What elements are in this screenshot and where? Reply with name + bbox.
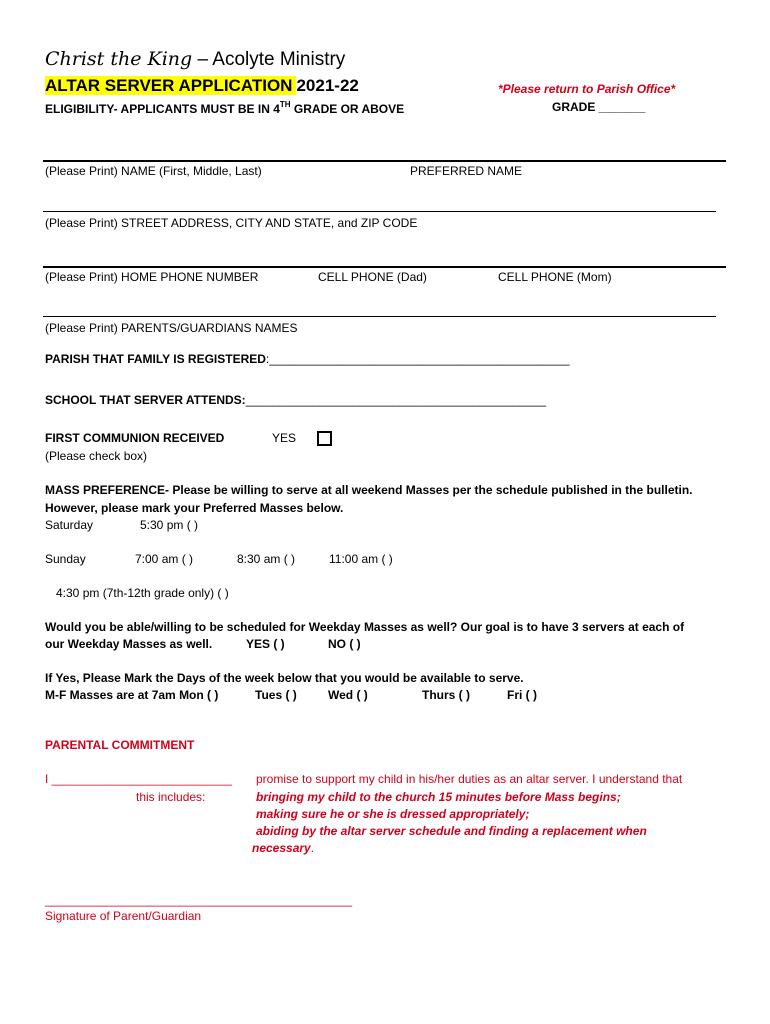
weekday-yes-option[interactable]: YES ( )	[246, 637, 285, 651]
communion-label: FIRST COMMUNION RECEIVED	[45, 431, 225, 445]
grade-field[interactable]: GRADE _______	[552, 100, 646, 114]
commitment-item-2: making sure he or she is dressed appropriately;	[256, 807, 530, 821]
communion-yes-label: YES	[272, 431, 297, 445]
mass-preference-heading	[45, 483, 693, 497]
weekday-mon-option[interactable]: M-F Masses are at 7am Mon ( )	[45, 688, 219, 702]
includes-label: this includes:	[136, 790, 206, 804]
phone-line[interactable]	[43, 266, 726, 268]
ministry-name: Acolyte Ministry	[212, 49, 346, 70]
signature-line[interactable]: ______________________________________________	[45, 893, 352, 907]
mass-preference-line2: However, please mark your Preferred Masses below.	[45, 501, 344, 515]
cell-mom-label: CELL PHONE (Mom)	[498, 270, 612, 284]
cell-dad-label: CELL PHONE (Dad)	[318, 270, 427, 284]
address-line[interactable]	[43, 211, 716, 212]
mass-preference-bold: MASS PREFERENCE	[45, 483, 166, 497]
parish-label: PARISH THAT FAMILY IS REGISTERED	[45, 352, 266, 366]
weekday-thu-option[interactable]: Thurs ( )	[422, 688, 470, 702]
name-label: (Please Print) NAME (First, Middle, Last)	[45, 164, 262, 178]
saturday-label: Saturday	[45, 518, 94, 532]
commitment-item-3: abiding by the altar server schedule and finding a replacement when	[256, 824, 647, 838]
commitment-item-1: bringing my child to the church 15 minutes before Mass begins;	[256, 790, 621, 804]
sunday-700-option[interactable]: 7:00 am ( )	[135, 552, 194, 566]
weekday-question-line2: our Weekday Masses as well.	[45, 637, 213, 651]
eligibility-prefix: ELIGIBILITY- APPLICANTS MUST BE IN 4	[45, 102, 280, 116]
sunday-430-option[interactable]: 4:30 pm (7th-12th grade only) ( )	[56, 586, 229, 600]
commitment-item-3-word: necessary	[252, 841, 311, 855]
parish-blank[interactable]: :_____________________________________________	[265, 352, 570, 366]
application-title	[45, 76, 359, 96]
eligibility-text	[45, 100, 404, 116]
title-dash: –	[192, 49, 213, 70]
name-line[interactable]	[43, 160, 726, 162]
weekday-no-option[interactable]: NO ( )	[328, 637, 361, 651]
return-note: *Please return to Parish Office*	[498, 82, 676, 96]
weekday-tue-option[interactable]: Tues ( )	[255, 688, 297, 702]
weekday-wed-option[interactable]: Wed ( )	[328, 688, 368, 702]
sunday-label: Sunday	[45, 552, 86, 566]
commitment-item-3-period: .	[310, 841, 315, 855]
school-blank[interactable]: _____________________________________________	[245, 393, 547, 407]
parents-line[interactable]	[43, 316, 716, 317]
application-year: 2021-22	[296, 76, 359, 95]
mass-preference-rest: - Please be willing to serve at all weekend Masses per the schedule published in the bulletin.	[165, 483, 693, 497]
weekday-days-intro: If Yes, Please Mark the Days of the week below that you would be available to serve.	[45, 671, 524, 685]
page-title	[45, 48, 345, 71]
preferred-name-label: PREFERRED NAME	[410, 164, 523, 178]
saturday-530-option[interactable]: 5:30 pm ( )	[140, 518, 199, 532]
sunday-1100-option[interactable]: 11:00 am ( )	[329, 552, 393, 566]
commitment-item-3-cont	[252, 841, 314, 855]
parish-field[interactable]	[45, 352, 570, 366]
school-label: SCHOOL THAT SERVER ATTENDS:	[45, 393, 246, 407]
parents-label: (Please Print) PARENTS/GUARDIANS NAMES	[45, 321, 298, 335]
home-phone-label: (Please Print) HOME PHONE NUMBER	[45, 270, 259, 284]
signature-label: Signature of Parent/Guardian	[45, 909, 202, 923]
parental-commitment-heading: PARENTAL COMMITMENT	[45, 738, 195, 752]
eligibility-sup: TH	[279, 100, 291, 109]
parish-name: Christ the King	[45, 48, 193, 70]
weekday-question: Would you be able/willing to be scheduled for Weekday Masses as well? Our goal is to have 3 servers at each of	[45, 620, 685, 634]
parent-name-blank[interactable]: I ___________________________	[45, 772, 232, 786]
communion-checkbox[interactable]	[317, 431, 332, 446]
application-title-text: ALTAR SERVER APPLICATION	[45, 76, 296, 95]
school-field[interactable]	[45, 393, 546, 407]
eligibility-suffix: GRADE OR ABOVE	[290, 102, 405, 116]
sunday-830-option[interactable]: 8:30 am ( )	[237, 552, 296, 566]
communion-note: (Please check box)	[45, 449, 148, 463]
address-label: (Please Print) STREET ADDRESS, CITY AND STATE, and ZIP CODE	[45, 216, 418, 230]
promise-text: promise to support my child in his/her duties as an altar server. I understand that	[256, 772, 683, 786]
weekday-fri-option[interactable]: Fri ( )	[507, 688, 537, 702]
